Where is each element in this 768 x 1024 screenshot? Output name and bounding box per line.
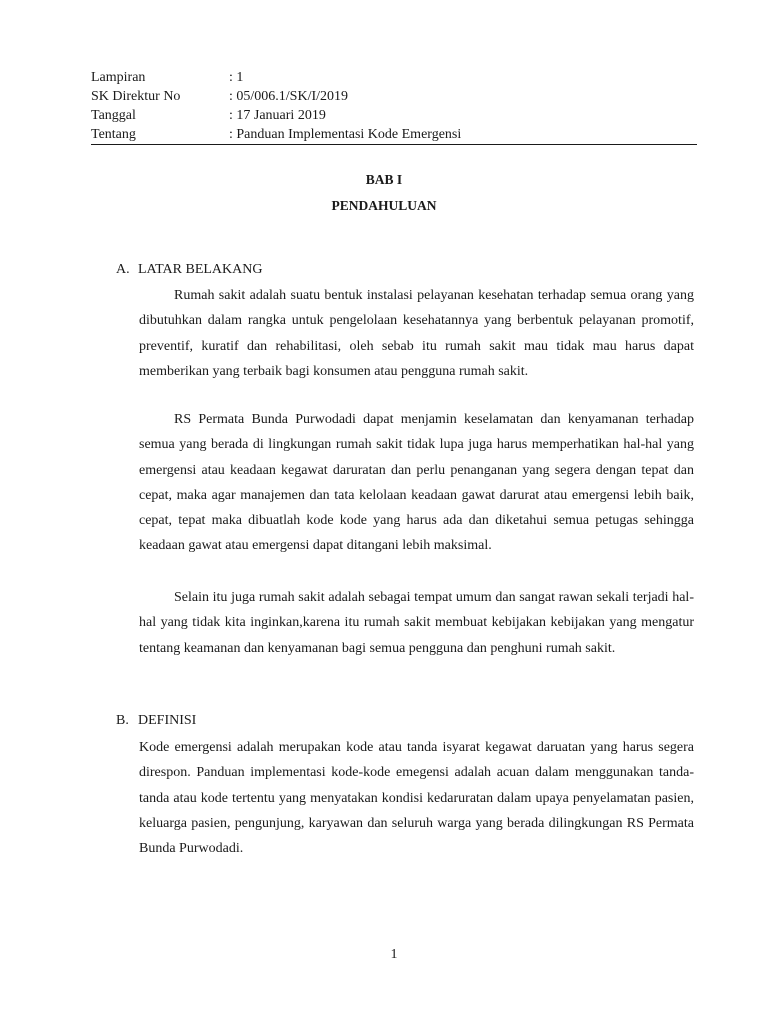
section-letter: A. [116,262,130,277]
meta-label: Lampiran [91,70,146,85]
meta-row-lampiran [91,68,697,87]
section-heading-latar-belakang [116,260,262,280]
meta-value: : 05/006.1/SK/I/2019 [229,89,349,104]
paragraph: RS Permata Bunda Purwodadi dapat menjamin keselamatan dan kenyamanan terhadap semua yang berada di lingkungan rumah sakit tidak lupa juga harus memperhatikan hal-hal yang emergensi atau keadaan kegawat daruratan dan perlu penanganan yang segera dengan tepat dan cepat, maka agar manajemen dan tata kelolaan keadaan gawat darurat atau emergensi lebih baik, cepat, tepat maka dibuatlah kode kode yang harus ada dan diketahui semua petugas sehingga keadaan gawat atau emergensi dapat ditangani lebih maksimal. [139,412,694,554]
section-title: LATAR BELAKANG [138,262,263,277]
page-number: 1 [390,947,398,962]
meta-label: Tanggal [91,108,136,123]
meta-row-tentang [91,125,697,145]
chapter-title: PENDAHULUAN [331,198,437,213]
document-meta-table [91,68,697,145]
meta-row-tanggal [91,106,697,125]
paragraph: Rumah sakit adalah suatu bentuk instalasi pelayanan kesehatan terhadap semua orang yang dibutuhkan dalam rangka untuk pengelolaan kesehatannya yang berbentuk pelayanan promotif, preventif, kuratif dan rehabilitasi, oleh sebab itu rumah sakit mau tidak mau harus dapat memberikan yang terbaik bagi konsumen atau pengguna rumah sakit. [139,288,694,379]
paragraph: Kode emergensi adalah merupakan kode atau tanda isyarat kegawat daruatan yang harus segera direspon. Panduan implementasi kode-kode emegensi adalah acuan dalam menggunakan tanda-tanda atau kode tertentu yang menyatakan kondisi kedaruratan dalam upaya penyelamatan pasien, keluarga pasien, pengunjung, karyawan dan seluruh warga yang berada dilingkungan RS Permata Bunda Purwodadi. [139,740,694,857]
meta-row-sk-direktur [91,87,697,106]
section-heading-definisi [116,711,196,731]
paragraph: Selain itu juga rumah sakit adalah sebagai tempat umum dan sangat rawan sekali terjadi hal-hal yang tidak kita inginkan,karena itu rumah sakit membuat kebijakan kebijakan yang mengatur tentang keamanan dan kenyamanan bagi semua pengguna dan penghuni rumah sakit. [139,590,694,656]
chapter-number: BAB I [365,172,403,187]
meta-value: : Panduan Implementasi Kode Emergensi [229,127,462,142]
meta-label: SK Direktur No [91,89,181,104]
meta-label: Tentang [91,127,136,142]
meta-value: : 1 [229,70,244,85]
section-letter: B. [116,713,129,728]
meta-value: : 17 Januari 2019 [229,108,326,123]
section-title: DEFINISI [138,713,197,728]
